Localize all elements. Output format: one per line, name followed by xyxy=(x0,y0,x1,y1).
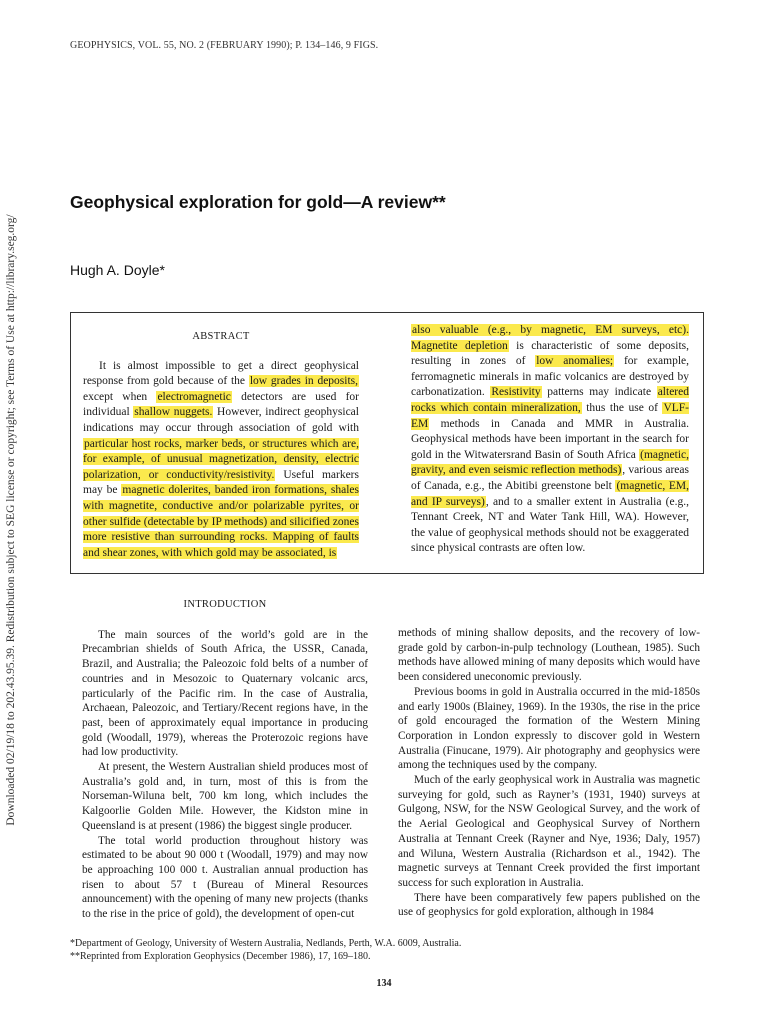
abstract-box xyxy=(70,312,704,574)
journal-header: GEOPHYSICS, VOL. 55, NO. 2 (FEBRUARY 1990); P. 134–146, 9 FIGS. xyxy=(70,40,379,51)
highlighted-text: (magnetic, gravity, and even seismic reflection methods) xyxy=(411,448,689,477)
abstract-text: thus the use of xyxy=(581,401,663,414)
abstract-right-column xyxy=(411,323,689,557)
abstract-heading: ABSTRACT xyxy=(192,331,250,342)
introduction-left-column xyxy=(82,598,368,922)
abstract-text: for example, ferromagnetic minerals in mafic volcanics are destroyed by carbonatization. xyxy=(411,355,689,399)
highlighted-text: electromagnetic xyxy=(157,390,231,403)
highlighted-text: altered rocks which contain mineralization, xyxy=(411,386,689,414)
footnotes xyxy=(70,938,710,963)
abstract-text: However, indirect geophysical indications may occur through association of gold with xyxy=(83,406,359,434)
abstract-text: Useful markers may be xyxy=(83,468,359,497)
highlighted-text: low anomalies; xyxy=(536,355,614,368)
highlighted-text: (magnetic, EM, and IP surveys) xyxy=(411,479,689,508)
abstract-text: It is almost impossible to get a direct geophysical response from gold because of the xyxy=(83,359,359,388)
highlighted-text: VLF-EM xyxy=(411,401,689,430)
highlighted-text: magnetic dolerites, banded iron formations, shales with magnetite, conductive and/or polarizable pyrites, or other sulfide (detectable by IP methods) and silicified zones more resistive than surrounding rocks. Mapping of faults and shear zones, with which gold may be associated, is xyxy=(83,484,359,559)
introduction-heading: INTRODUCTION xyxy=(183,599,267,610)
intro-paragraph: There have been comparatively few papers published on the use of geophysics for gold exploration, although in 1984 xyxy=(398,891,700,919)
abstract-text: , various areas of Canada, e.g., the Abitibi greenstone belt xyxy=(411,464,689,492)
intro-paragraph: The total world production throughout history was estimated to be about 90 000 t (Woodall, 1979) and may now be approaching 100 000 t. Australian annual production has risen to about 57 t (Bureau of Mineral Resources announcement) with the opening of many new projects (thanks to the rise in the price of gold), the development of open-cut xyxy=(82,834,368,921)
footnote-affiliation: *Department of Geology, University of Western Australia, Nedlands, Perth, W.A. 6009, Australia. xyxy=(70,938,462,949)
intro-paragraph: Much of the early geophysical work in Australia was magnetic surveying for gold, such as Rayner’s (1931, 1940) surveys at Gulgong, NSW, for the NSW Geological Survey, and the work of the Aerial Geological and Geophysical Survey of Northern Australia at Tennant Creek (Rayner and Nye, 1936; Daly, 1957) and Wiluna, Western Australia (Richardson et al., 1942). The magnetic surveys at Tennant Creek provided the first important success for such exploration in Australia. xyxy=(398,774,700,889)
abstract-text: , and to a smaller extent in Australia (e.g., Tennant Creek, NT and Water Tank Hill, WA). However, the value of geophysical methods should not be exaggerated since physical contrasts are often low. xyxy=(411,495,689,555)
intro-paragraph: At present, the Western Australian shield produces most of Australia’s gold and, in turn, most of this is from the Norseman-Wiluna belt, 700 km long, which includes the Kalgoorlie Golden Mile. However, the Kidston mine in Queensland is at present (1986) the biggest single producer. xyxy=(82,761,368,832)
download-notice-text: Downloaded 02/19/18 to 202.43.95.39. Redistribution subject to SEG license or copyright; see Terms of Use at http://library.seg.org/ xyxy=(5,214,17,826)
abstract-left-paragraph xyxy=(83,359,359,562)
abstract-text: patterns may indicate xyxy=(541,386,657,399)
download-notice xyxy=(0,160,22,880)
abstract-text: detectors are used for individual xyxy=(83,390,359,419)
paper-title: Geophysical exploration for gold—A review** xyxy=(70,192,446,212)
highlighted-text: also valuable (e.g., by magnetic, EM surveys, etc). Magnetite depletion xyxy=(411,324,689,352)
abstract-text: except when xyxy=(83,390,157,403)
intro-paragraph: Previous booms in gold in Australia occurred in the mid-1850s and early 1900s (Blainey, 1969). In the 1930s, the rise in the price of gold encouraged the formation of the Western Mining Corporation in London expressly to discover gold in Western Australia (Finucane, 1979). Air photography and geophysics were among the techniques used by the company. xyxy=(398,685,700,772)
footnote-reprint: **Reprinted from Exploration Geophysics (December 1986), 17, 169–180. xyxy=(70,950,371,962)
abstract-text: methods in Canada and MMR in Australia. Geophysical methods have been important in the search for gold in the Witwatersrand Basin of South Africa xyxy=(411,417,689,461)
highlighted-text: low grades in deposits, xyxy=(249,375,359,388)
intro-continuation-paragraph: methods of mining shallow deposits, and the recovery of low-grade gold by carbon-in-pulp technology (Louthean, 1985). Such methods have allowed mining of many deposits which would have been considered uneconomic previously. xyxy=(398,627,700,684)
abstract-right-paragraph xyxy=(411,323,689,557)
abstract-text: is characteristic of some deposits, resulting in zones of xyxy=(411,339,690,368)
author-name: Hugh A. Doyle* xyxy=(70,262,165,278)
highlighted-text: shallow nuggets. xyxy=(134,406,213,419)
page-number: 134 xyxy=(376,978,392,989)
highlighted-text: particular host rocks, marker beds, or structures which are, for example, of unusual magnetization, density, electric polarization, or conductivity/resistivity. xyxy=(83,437,359,481)
intro-paragraph: The main sources of the world’s gold are in the Precambrian shields of South Africa, the USSR, Canada, Brazil, and Australia; the Paleozoic fold belts of a number of countries and in Mesozoic to Quaternary volcanic arcs, particularly of the Pacific rim. In the case of Australia, Archaean, Paleozoic, and Tertiary/Recent regions have, in the past, been of approximately equal importance in producing gold (Woodall, 1979), whereas the Proterozoic regions have had low productivity. xyxy=(82,628,368,759)
introduction-right-column xyxy=(398,626,700,920)
abstract-left-column xyxy=(83,329,359,561)
highlighted-text: Resistivity xyxy=(491,386,541,399)
